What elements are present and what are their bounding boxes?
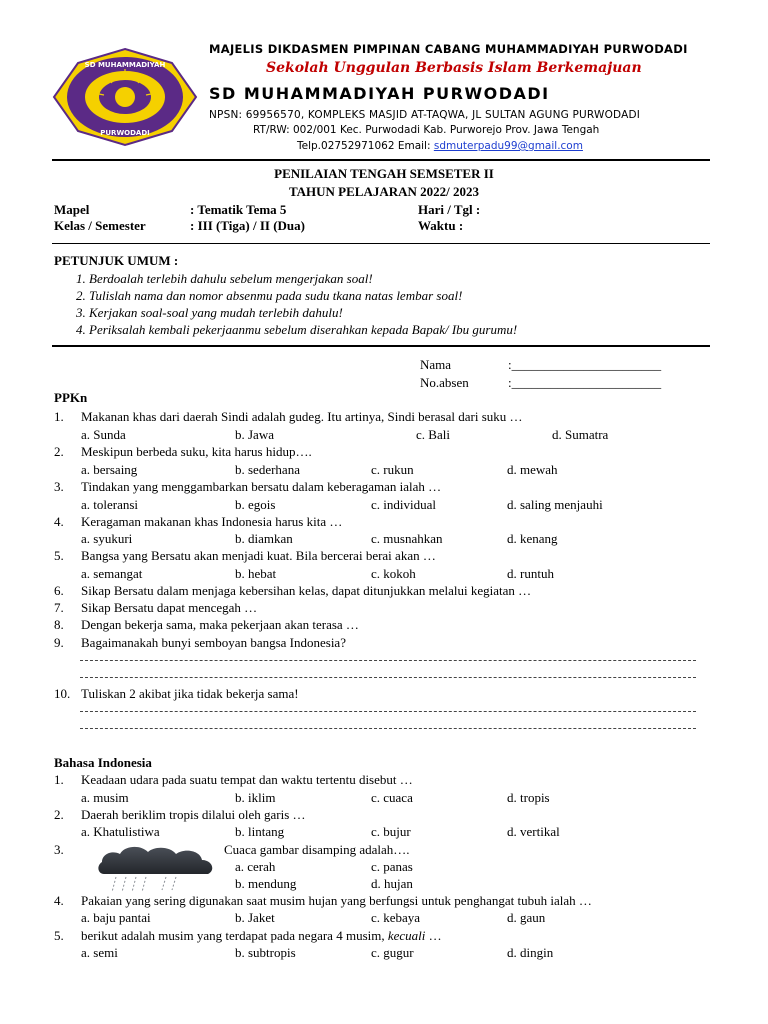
kop-address: NPSN: 69956570, KOMPLEKS MASJID AT-TAQWA, JL SULTAN AGUNG PURWODADI — [209, 109, 641, 121]
nama-field[interactable]: :_______________________ — [508, 357, 662, 372]
question-number: 4. — [54, 514, 64, 529]
answer-option: d. saling menjauhi — [507, 497, 603, 512]
petunjuk-title: PETUNJUK UMUM : — [54, 253, 179, 268]
question-number: 9. — [54, 635, 64, 650]
kelas-label: Kelas / Semester — [54, 218, 146, 233]
ppkn-question-9: Bagaimanakah bunyi semboyan bangsa Indonesia? — [81, 635, 346, 650]
answer-line[interactable] — [80, 677, 696, 678]
answer-option: d. runtuh — [507, 566, 554, 581]
answer-option: b. sederhana — [235, 462, 300, 477]
answer-option: a. musim — [81, 790, 129, 805]
absen-field[interactable]: :_______________________ — [508, 375, 662, 390]
answer-option: d. gaun — [507, 910, 546, 925]
hari-label: Hari / Tgl : — [418, 202, 481, 217]
question-number: 5. — [54, 548, 64, 563]
rain-cloud-icon — [96, 844, 216, 894]
bindo-question-3: Cuaca gambar disamping adalah…. — [224, 842, 410, 857]
question-number: 1. — [54, 772, 64, 787]
petunjuk-item: 2. Tulislah nama dan nomor absenmu pada sudu tkana natas lembar soal! — [76, 288, 463, 303]
answer-option: a. semangat — [81, 566, 143, 581]
answer-option: c. panas — [371, 859, 413, 874]
mapel-label: Mapel — [54, 202, 90, 217]
absen-label: No.absen — [420, 375, 469, 390]
ppkn-question-6: Sikap Bersatu dalam menjaga kebersihan kelas, dapat ditunjukkan melalui kegiatan … — [81, 583, 532, 598]
logo-text-top: SD MUHAMMADIYAH — [84, 61, 166, 69]
answer-option: b. Jawa — [235, 427, 274, 442]
answer-line[interactable] — [80, 711, 696, 712]
kop-phone: Telp.02752971062 Email: — [297, 140, 434, 152]
answer-option: c. kokoh — [371, 566, 416, 581]
answer-option: b. iklim — [235, 790, 276, 805]
school-logo — [52, 47, 198, 147]
ppkn-question-4: Keragaman makanan khas Indonesia harus kita … — [81, 514, 343, 529]
answer-option: c. cuaca — [371, 790, 413, 805]
question-number: 5. — [54, 928, 64, 943]
petunjuk-rule — [52, 345, 710, 347]
answer-option: a. toleransi — [81, 497, 139, 512]
answer-option: a. syukuri — [81, 531, 133, 546]
answer-option: a. semi — [81, 945, 118, 960]
answer-option: c. gugur — [371, 945, 414, 960]
answer-option: d. dingin — [507, 945, 554, 960]
answer-option: c. bujur — [371, 824, 411, 839]
bindo-question-1: Keadaan udara pada suatu tempat dan waktu tertentu disebut … — [81, 772, 413, 787]
ppkn-question-3: Tindakan yang menggambarkan bersatu dalam keberagaman ialah … — [81, 479, 442, 494]
answer-option: b. egois — [235, 497, 276, 512]
kop-contact — [297, 140, 583, 152]
answer-option: a. Khatulistiwa — [81, 824, 160, 839]
bindo-question-4: Pakaian yang sering digunakan saat musim hujan yang berfungsi untuk penghangat tubuh ialah … — [81, 893, 592, 908]
mapel-value: : Tematik Tema 5 — [190, 202, 287, 217]
ppkn-question-10: Tuliskan 2 akibat jika tidak bekerja sama! — [81, 686, 299, 701]
answer-option: b. hebat — [235, 566, 277, 581]
answer-option: c. individual — [371, 497, 436, 512]
ppkn-question-8: Dengan bekerja sama, maka pekerjaan akan terasa … — [81, 617, 359, 632]
answer-line[interactable] — [80, 660, 696, 661]
question-number: 4. — [54, 893, 64, 908]
answer-option: c. musnahkan — [371, 531, 443, 546]
petunjuk-item: 4. Periksalah kembali pekerjaanmu sebelum diserahkan kepada Bapak/ Ibu gurumu! — [76, 322, 518, 337]
ppkn-question-2: Meskipun berbeda suku, kita harus hidup…. — [81, 444, 312, 459]
bindo-question-5 — [81, 928, 442, 944]
kop-rtrw: RT/RW: 002/001 Kec. Purwodadi Kab. Purworejo Prov. Jawa Tengah — [253, 124, 600, 136]
question-number: 2. — [54, 807, 64, 822]
q5-emphasis: kecuali — [387, 928, 426, 943]
question-number: 10. — [54, 686, 71, 701]
logo-text-bottom: PURWODADI — [100, 129, 150, 137]
ppkn-question-7: Sikap Bersatu dapat mencegah … — [81, 600, 258, 615]
ppkn-question-1: Makanan khas dari daerah Sindi adalah gudeg. Itu artinya, Sindi berasal dari suku … — [81, 409, 523, 424]
kop-school-name: SD MUHAMMADIYAH PURWODADI — [209, 84, 550, 103]
answer-option: b. diamkan — [235, 531, 293, 546]
question-number: 6. — [54, 583, 64, 598]
answer-option: d. kenang — [507, 531, 558, 546]
answer-option: b. subtropis — [235, 945, 296, 960]
answer-option: c. rukun — [371, 462, 414, 477]
answer-option: d. vertikal — [507, 824, 560, 839]
question-number: 3. — [54, 842, 64, 857]
petunjuk-item: 3. Kerjakan soal-soal yang mudah terlebih dahulu! — [76, 305, 343, 320]
answer-option: a. cerah — [235, 859, 276, 874]
answer-option: c. kebaya — [371, 910, 421, 925]
answer-option: d. mewah — [507, 462, 558, 477]
q5-text: berikut adalah musim yang terdapat pada negara 4 musim, — [81, 928, 388, 943]
answer-option: a. Sunda — [81, 427, 126, 442]
nama-label: Nama — [420, 357, 452, 372]
answer-option: d. Sumatra — [552, 427, 609, 442]
section-ppkn-title: PPKn — [54, 390, 88, 405]
answer-option: d. hujan — [371, 876, 413, 891]
exam-title: PENILAIAN TENGAH SEMSETER II — [274, 166, 494, 181]
section-bindo-title: Bahasa Indonesia — [54, 755, 152, 770]
q5-ellipsis: … — [425, 928, 442, 943]
exam-year: TAHUN PELAJARAN 2022/ 2023 — [288, 184, 480, 199]
waktu-label: Waktu : — [418, 218, 464, 233]
exam-rule — [52, 243, 710, 244]
answer-option: d. tropis — [507, 790, 550, 805]
bindo-question-2: Daerah beriklim tropis dilalui oleh garis … — [81, 807, 306, 822]
question-number: 3. — [54, 479, 64, 494]
answer-option: b. lintang — [235, 824, 285, 839]
question-number: 7. — [54, 600, 64, 615]
header-rule — [52, 159, 710, 161]
petunjuk-item: 1. Berdoalah terlebih dahulu sebelum mengerjakan soal! — [76, 271, 373, 286]
answer-option: a. baju pantai — [81, 910, 151, 925]
kop-majelis: MAJELIS DIKDASMEN PIMPINAN CABANG MUHAMMADIYAH PURWODADI — [209, 42, 688, 56]
answer-option: a. bersaing — [81, 462, 138, 477]
answer-option: c. Bali — [416, 427, 450, 442]
kop-tagline: Sekolah Unggulan Berbasis Islam Berkemajuan — [266, 60, 642, 76]
kop-email-link[interactable]: sdmuterpadu99@gmail.com — [433, 140, 583, 152]
question-number: 1. — [54, 409, 64, 424]
answer-option: b. mendung — [235, 876, 297, 891]
question-number: 8. — [54, 617, 64, 632]
kelas-value: : III (Tiga) / II (Dua) — [190, 218, 305, 233]
ppkn-question-5: Bangsa yang Bersatu akan menjadi kuat. Bila bercerai berai akan … — [81, 548, 436, 563]
answer-line[interactable] — [80, 728, 696, 729]
question-number: 2. — [54, 444, 64, 459]
answer-option: b. Jaket — [235, 910, 275, 925]
